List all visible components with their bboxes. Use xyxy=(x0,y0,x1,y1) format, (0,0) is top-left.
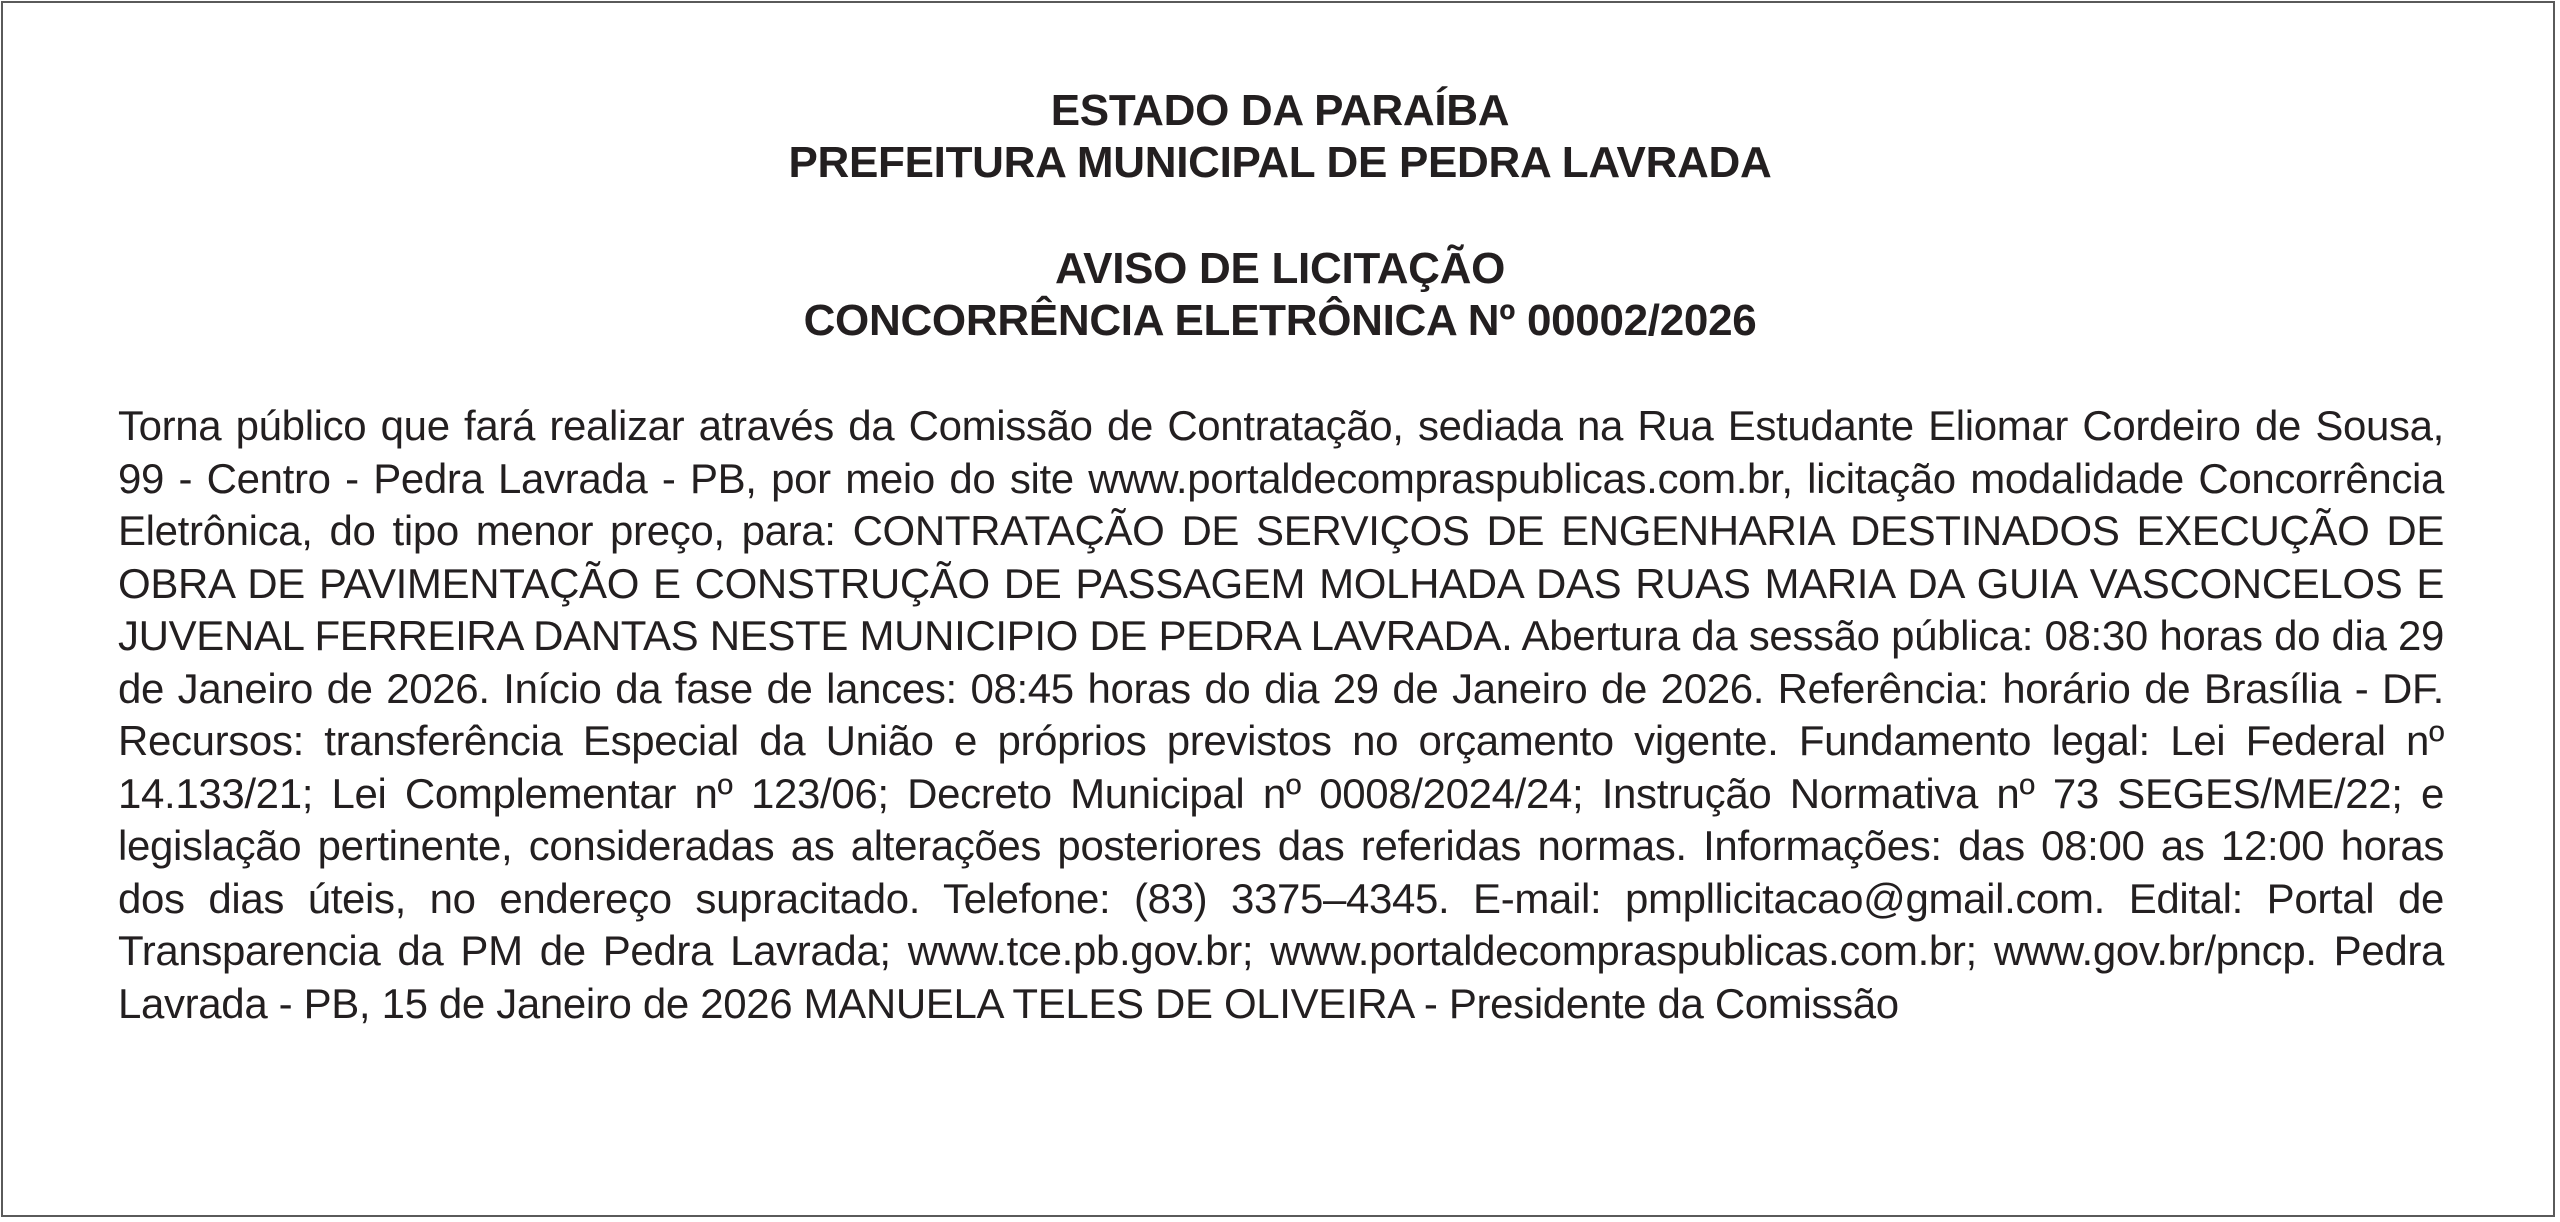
issuer-header xyxy=(0,85,2560,189)
notice-subtitle: CONCORRÊNCIA ELETRÔNICA Nº 00002/2026 xyxy=(803,296,1757,345)
municipality-name: PREFEITURA MUNICIPAL DE PEDRA LAVRADA xyxy=(788,138,1772,187)
notice-body: Torna público que fará realizar através da Comissão de Contratação, sediada na Rua Estudante Eliomar Cordeiro de Sousa, 99 - Centro - Pedra Lavrada - PB, por meio do site www.portaldecompraspublicas.com.br, licitação modalidade Concorrência Eletrônica, do tipo menor preço, para: CONTRATAÇÃO DE SERVIÇOS DE ENGENHARIA DESTINADOS EXECUÇÃO DE OBRA DE PAVIMENTAÇÃO E CONSTRUÇÃO DE PASSAGEM MOLHADA DAS RUAS MARIA DA GUIA VASCONCELOS E JUVENAL FERREIRA DANTAS NESTE MUNICIPIO DE PEDRA LAVRADA. Abertura da sessão pública: 08:30 horas do dia 29 de Janeiro de 2026. Início da fase de lances: 08:45 horas do dia 29 de Janeiro de 2026. Referência: horário de Brasília - DF. Recursos: transferência Especial da União e próprios previstos no orçamento vigente. Fundamento legal: Lei Federal nº 14.133/21; Lei Complementar nº 123/06; Decreto Municipal nº 0008/2024/24; Instrução Normativa nº 73 SEGES/ME/22; e legislação pertinente, consideradas as alterações posteriores das referidas normas. Informações: das 08:00 as 12:00 horas dos dias úteis, no endereço supracitado. Telefone: (83) 3375–4345. E-mail: pmpllicitacao@gmail.com. Edital: Portal de Transparencia da PM de Pedra Lavrada; www.tce.pb.gov.br; www.portaldecompraspublicas.com.br; www.gov.br/pncp. Pedra Lavrada - PB, 15 de Janeiro de 2026 MANUELA TELES DE OLIVEIRA - Presidente da Comissão xyxy=(118,402,2444,1027)
notice-heading xyxy=(0,243,2560,347)
state-name: ESTADO DA PARAÍBA xyxy=(1050,86,1510,135)
notice-title: AVISO DE LICITAÇÃO xyxy=(1054,244,1506,293)
